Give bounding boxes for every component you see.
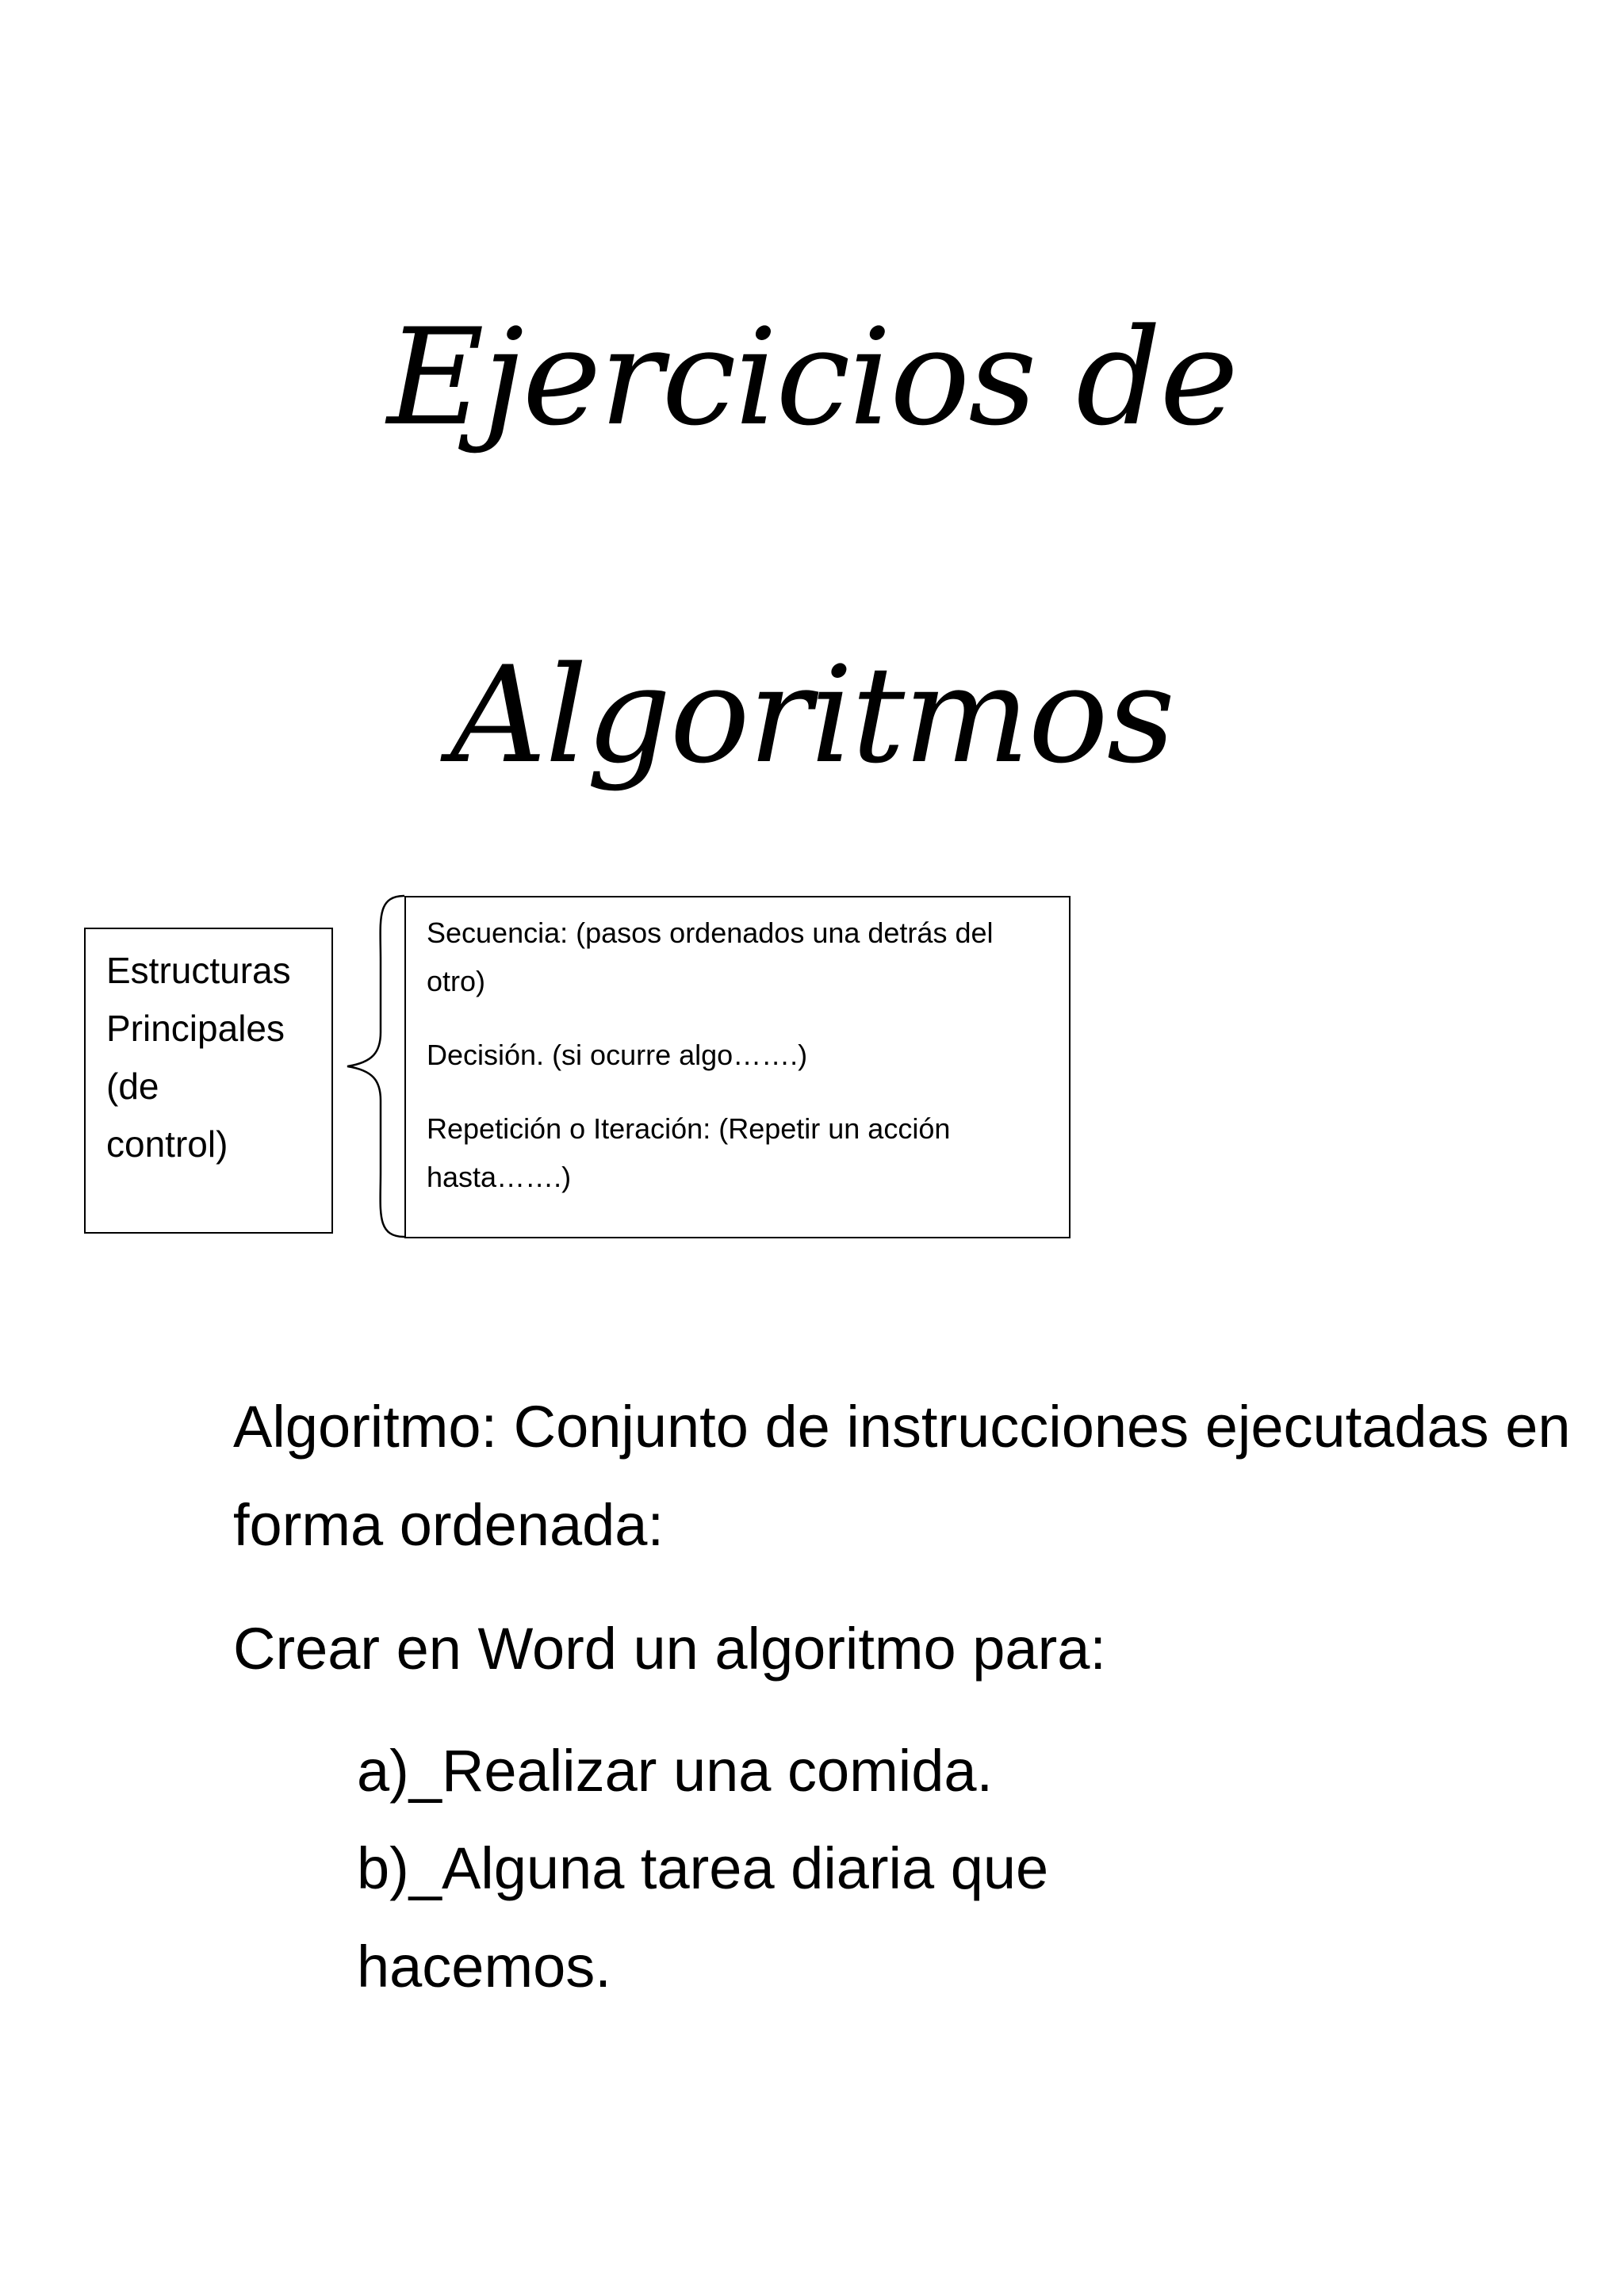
exercise-instruction: Crear en Word un algoritmo para:: [233, 1616, 1106, 1682]
structure-sequence: Secuencia: (pasos ordenados una detrás del otro): [427, 916, 994, 997]
page-title-line-2: Algoritmos: [450, 637, 1174, 793]
curly-brace: [339, 890, 411, 1243]
exercise-item-b: b)_Alguna tarea diaria que hacemos.: [357, 1835, 1049, 1999]
structures-label-line: control): [106, 1123, 228, 1165]
structures-list-box: [404, 896, 1071, 1238]
structures-label-line: Estructuras: [106, 950, 291, 991]
structures-label-line: Principales: [106, 1008, 285, 1049]
exercise-item-a: a)_Realizar una comida.: [357, 1738, 994, 1804]
structures-label-line: (de: [106, 1066, 159, 1107]
structure-decision: Decisión. (si ocurre algo…….): [427, 1039, 808, 1071]
page-title-line-1: Ejercicios de: [387, 300, 1237, 455]
structure-repetition: Repetición o Iteración: (Repetir un acción hasta…….): [427, 1112, 951, 1193]
algorithm-definition: Algoritmo: Conjunto de instrucciones ejecutadas en forma ordenada:: [233, 1394, 1571, 1558]
structures-label-box: [84, 928, 333, 1234]
